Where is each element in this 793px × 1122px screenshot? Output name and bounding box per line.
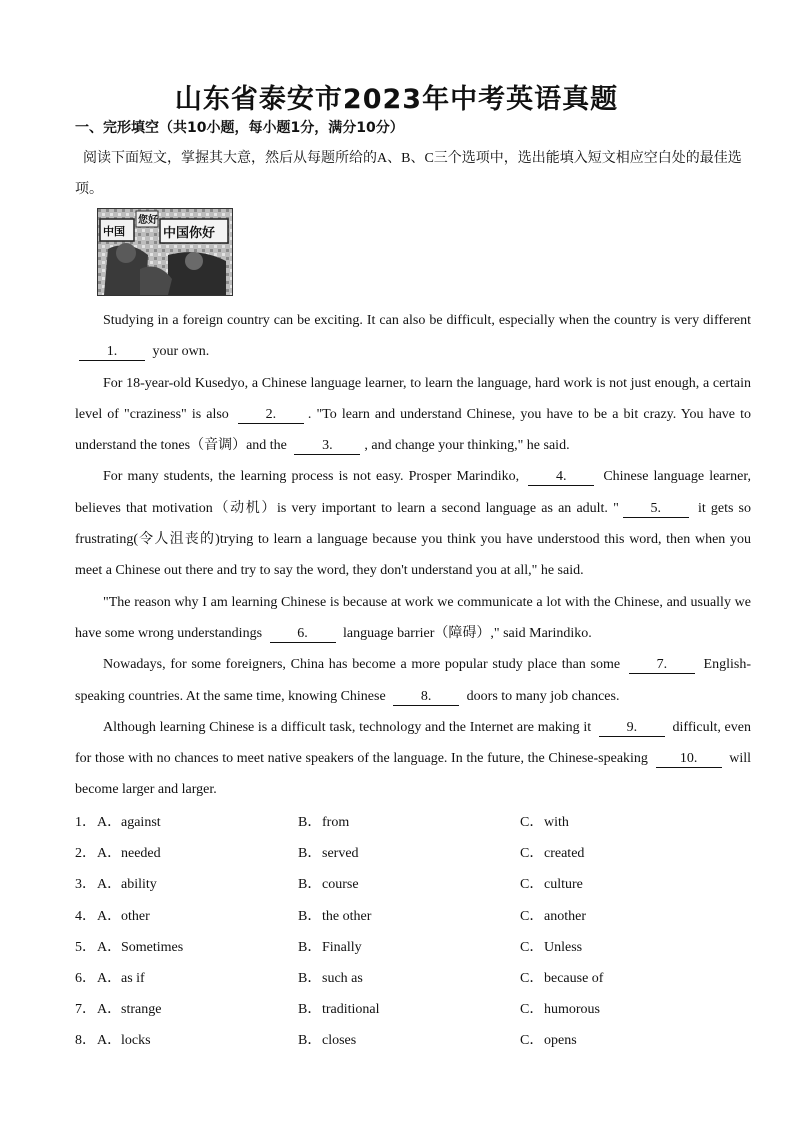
option-c bbox=[520, 901, 586, 932]
option-text: created bbox=[544, 846, 585, 862]
passage-text: your own. bbox=[149, 344, 210, 360]
passage-text: "The reason why I am learning Chinese is because at work we communicate a lot with the Chinese, and usually we have some wrong understandings bbox=[75, 594, 751, 641]
option-letter: C． bbox=[520, 1033, 544, 1049]
option-text: closes bbox=[322, 1033, 357, 1049]
blank-6: 6. bbox=[270, 625, 336, 643]
passage-text: Although learning Chinese is a difficult task, technology and the Internet are making it bbox=[103, 719, 595, 735]
option-row bbox=[75, 932, 755, 963]
option-text: from bbox=[322, 815, 350, 830]
option-b bbox=[298, 963, 363, 994]
option-a bbox=[97, 869, 157, 900]
article-photo bbox=[97, 208, 233, 296]
option-a bbox=[97, 901, 150, 932]
option-text: another bbox=[544, 908, 586, 924]
option-text: Finally bbox=[322, 939, 362, 955]
passage-text: difficult, even for those with no chances to meet native speakers of the language. In the future, the Chinese-speaking bbox=[75, 719, 751, 767]
option-letter: C． bbox=[520, 908, 544, 924]
option-text: strange bbox=[121, 1002, 162, 1018]
photo-text-hello: 您好 bbox=[138, 215, 158, 226]
option-row bbox=[75, 838, 755, 869]
passage-text: . "To learn and understand Chinese, you have to be a bit crazy. You have to understand the tones（音调）and the bbox=[75, 406, 751, 454]
blank-2: 2. bbox=[238, 406, 304, 424]
option-row bbox=[75, 994, 755, 1025]
option-letter: C． bbox=[520, 970, 544, 986]
option-row bbox=[75, 963, 755, 994]
option-text: humorous bbox=[544, 1002, 600, 1018]
option-text: traditional bbox=[322, 1002, 380, 1018]
option-letter: B． bbox=[298, 846, 322, 862]
option-text: course bbox=[322, 877, 359, 893]
passage-text: Nowadays, for some foreigners, China has become a more popular study place than some bbox=[103, 657, 625, 673]
option-text: ability bbox=[121, 877, 157, 893]
passage-text: English-speaking countries. At the same time, knowing Chinese bbox=[75, 657, 751, 704]
blank-4: 4. bbox=[528, 468, 594, 486]
option-b bbox=[298, 932, 362, 963]
question-number: 2． bbox=[75, 846, 96, 862]
option-letter: A． bbox=[97, 1002, 122, 1018]
page-title: 山东省泰安市2023年中考英语真题 bbox=[174, 84, 619, 115]
section-heading: 一、完形填空（共10小题，每小题1分，满分10分） bbox=[75, 120, 404, 136]
option-row bbox=[75, 1025, 755, 1056]
option-a bbox=[97, 963, 145, 994]
option-letter: C． bbox=[520, 846, 544, 862]
option-letter: A． bbox=[97, 1033, 122, 1049]
passage-paragraph bbox=[75, 587, 751, 650]
passage-text: Studying in a foreign country can be exciting. It can also be difficult, especially when the country is very different bbox=[103, 313, 751, 328]
question-number: 1． bbox=[75, 815, 96, 830]
option-letter: B． bbox=[298, 908, 322, 924]
passage-paragraph bbox=[75, 649, 751, 712]
option-letter: C． bbox=[520, 1002, 544, 1018]
option-letter: A． bbox=[97, 970, 122, 986]
question-number: 8． bbox=[75, 1033, 96, 1049]
passage-text: For many students, the learning process is not easy. Prosper Marindiko, bbox=[103, 469, 525, 485]
blank-5: 5. bbox=[623, 500, 689, 518]
passage-paragraph bbox=[75, 368, 751, 462]
option-letter: B． bbox=[298, 1002, 322, 1018]
option-text: Unless bbox=[544, 939, 583, 955]
option-letter: C． bbox=[520, 939, 544, 955]
blank-1: 1. bbox=[79, 343, 145, 361]
instructions: 阅读下面短文，掌握其大意，然后从每题所给的A、B、C三个选项中，选出能填入短文相应空白处的最佳选项。 bbox=[75, 151, 742, 197]
option-b bbox=[298, 901, 371, 932]
option-b bbox=[298, 807, 349, 838]
option-text: needed bbox=[121, 846, 161, 862]
passage-paragraph bbox=[75, 461, 751, 586]
option-a bbox=[97, 932, 183, 963]
option-b bbox=[298, 994, 380, 1025]
option-letter: A． bbox=[97, 877, 122, 893]
blank-3: 3. bbox=[294, 437, 360, 455]
option-letter: A． bbox=[97, 908, 122, 924]
question-number: 4． bbox=[75, 908, 96, 924]
option-text: as if bbox=[121, 970, 145, 986]
passage-text: language barrier（障碍）," said Marindiko. bbox=[339, 625, 592, 641]
option-text: opens bbox=[544, 1033, 577, 1049]
option-letter: C． bbox=[520, 815, 544, 830]
passage-text: it gets so frustrating(令人沮丧的)trying to learn a language because you think you have understood this word, then when you meet a Chinese out there and try to say the word, they don't understand you at all," he said. bbox=[75, 500, 752, 579]
option-c bbox=[520, 994, 600, 1025]
option-text: such as bbox=[322, 970, 363, 986]
option-b bbox=[298, 869, 359, 900]
option-text: locks bbox=[121, 1033, 151, 1049]
option-c bbox=[520, 963, 603, 994]
blank-9: 9. bbox=[599, 719, 665, 737]
question-number: 5． bbox=[75, 939, 96, 955]
option-text: with bbox=[544, 815, 569, 830]
option-letter: B． bbox=[298, 939, 322, 955]
option-text: served bbox=[322, 846, 359, 862]
passage bbox=[75, 305, 751, 806]
passage-text: Chinese language learner, believes that motivation（动机）is very important to learn a second language as an adult. " bbox=[75, 469, 751, 516]
option-text: Sometimes bbox=[121, 939, 184, 955]
option-c bbox=[520, 807, 569, 838]
option-text: culture bbox=[544, 877, 583, 893]
option-letter: A． bbox=[97, 939, 122, 955]
option-a bbox=[97, 807, 161, 838]
question-number: 6． bbox=[75, 970, 96, 986]
options-list bbox=[75, 807, 755, 1057]
option-c bbox=[520, 838, 584, 869]
option-a bbox=[97, 994, 161, 1025]
option-text: the other bbox=[322, 908, 372, 924]
option-b bbox=[298, 1025, 356, 1056]
passage-text: doors to many job chances. bbox=[463, 688, 620, 704]
question-number: 7． bbox=[75, 1002, 96, 1018]
option-row bbox=[75, 901, 755, 932]
option-a bbox=[97, 838, 161, 869]
option-letter: B． bbox=[298, 877, 322, 893]
photo-text-hello-china: 中国你好 bbox=[163, 226, 216, 241]
option-row bbox=[75, 869, 755, 900]
blank-10: 10. bbox=[656, 750, 722, 768]
option-text: because of bbox=[544, 970, 604, 986]
option-b bbox=[298, 838, 359, 869]
blank-8: 8. bbox=[393, 688, 459, 706]
blank-7: 7. bbox=[629, 656, 695, 674]
option-letter: A． bbox=[97, 815, 122, 830]
passage-text: For 18-year-old Kusedyo, a Chinese language learner, to learn the language, hard work is not just enough, a certain level of "craziness" is also bbox=[75, 375, 751, 422]
option-letter: B． bbox=[298, 815, 322, 830]
passage-paragraph bbox=[75, 305, 751, 368]
option-letter: A． bbox=[97, 846, 122, 862]
option-c bbox=[520, 869, 583, 900]
option-text: other bbox=[121, 908, 150, 924]
option-text: against bbox=[121, 815, 161, 830]
option-a bbox=[97, 1025, 151, 1056]
option-c bbox=[520, 1025, 577, 1056]
option-row bbox=[75, 807, 755, 838]
option-c bbox=[520, 932, 582, 963]
option-letter: C． bbox=[520, 877, 544, 893]
passage-text: will become larger and larger. bbox=[75, 751, 751, 798]
photo-text-china: 中国 bbox=[103, 225, 125, 238]
passage-text: , and change your thinking," he said. bbox=[364, 438, 570, 454]
option-letter: B． bbox=[298, 970, 322, 986]
question-number: 3． bbox=[75, 877, 96, 893]
option-letter: B． bbox=[298, 1033, 322, 1049]
passage-paragraph bbox=[75, 712, 751, 806]
